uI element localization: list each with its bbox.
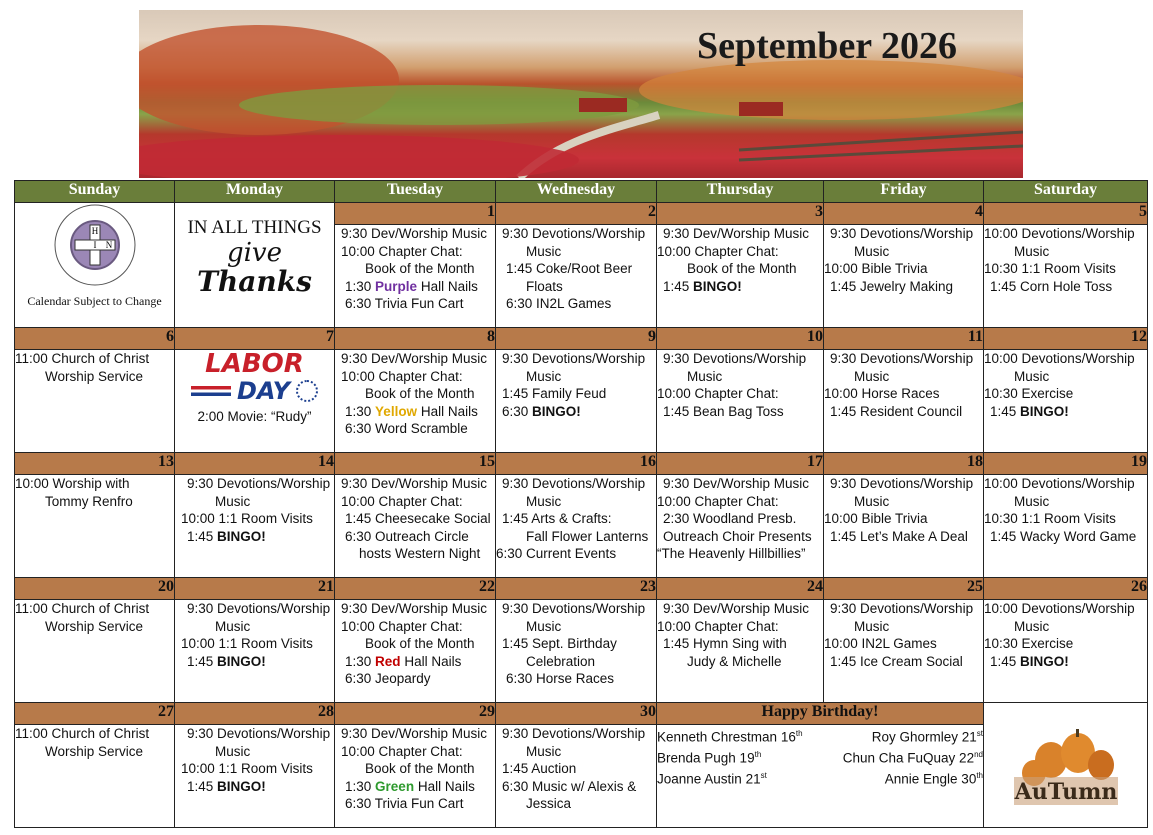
date-27: 27 bbox=[15, 703, 175, 725]
events-day-30: 9:30 Devotions/Worship Music 1:45 Auction 6:30 Music w/ Alexis & Jessica bbox=[496, 725, 657, 828]
date-11: 11 bbox=[824, 328, 984, 350]
day-name-friday: Friday bbox=[824, 181, 984, 203]
birthday-name: Joanne Austin 21st bbox=[657, 771, 767, 787]
logo-letter-i: I bbox=[93, 240, 96, 250]
date-6: 6 bbox=[15, 328, 175, 350]
date-17: 17 bbox=[657, 453, 824, 475]
events-day-24: 9:30 Dev/Worship Music 10:00 Chapter Chat: 1:45 Hymn Sing with Judy & Michelle bbox=[657, 600, 824, 703]
events-day-23: 9:30 Devotions/Worship Music 1:45 Sept. Birthday Celebration 6:30 Horse Races bbox=[496, 600, 657, 703]
events-day-28: 9:30 Devotions/Worship Music 10:00 1:1 Room Visits 1:45 BINGO! bbox=[175, 725, 335, 828]
labor-word: LABOR bbox=[205, 349, 304, 379]
date-29: 29 bbox=[335, 703, 496, 725]
events-day-8: 9:30 Dev/Worship Music 10:00 Chapter Chat: Book of the Month 1:30 Yellow Hall Nails 6:30 Word Scramble bbox=[335, 350, 496, 453]
date-10: 10 bbox=[657, 328, 824, 350]
date-1: 1 bbox=[335, 203, 496, 225]
events-day-9: 9:30 Devotions/Worship Music 1:45 Family Feud 6:30 BINGO! bbox=[496, 350, 657, 453]
events-day-20: 11:00 Church of Christ Worship Service bbox=[15, 600, 175, 703]
date-7: 7 bbox=[175, 328, 335, 350]
date-22: 22 bbox=[335, 578, 496, 600]
date-15: 15 bbox=[335, 453, 496, 475]
events-day-13: 10:00 Worship with Tommy Renfro bbox=[15, 475, 175, 578]
birthday-name: Chun Cha FuQuay 22nd bbox=[842, 750, 983, 766]
day-word: DAY bbox=[236, 377, 291, 405]
events-day-10: 9:30 Devotions/Worship Music 10:00 Chapter Chat: 1:45 Bean Bag Toss bbox=[657, 350, 824, 453]
thanks-line2: give bbox=[226, 238, 283, 268]
date-19: 19 bbox=[984, 453, 1148, 475]
logo-letter-h: H bbox=[91, 226, 98, 236]
events-day-27: 11:00 Church of Christ Worship Service bbox=[15, 725, 175, 828]
banner-image bbox=[139, 10, 1023, 178]
date-16: 16 bbox=[496, 453, 657, 475]
logo-letter-n: N bbox=[105, 240, 112, 250]
birthday-name: Brenda Pugh 19th bbox=[657, 750, 762, 766]
date-5: 5 bbox=[984, 203, 1148, 225]
events-day-29: 9:30 Dev/Worship Music 10:00 Chapter Chat: Book of the Month 1:30 Green Hall Nails 6:30 Trivia Fun Cart bbox=[335, 725, 496, 828]
events-day-6: 11:00 Church of Christ Worship Service bbox=[15, 350, 175, 453]
date-25: 25 bbox=[824, 578, 984, 600]
events-day-26: 10:00 Devotions/Worship Music 10:30 Exercise 1:45 BINGO! bbox=[984, 600, 1148, 703]
date-8: 8 bbox=[335, 328, 496, 350]
labor-day-movie: 2:00 Movie: “Rudy” bbox=[197, 409, 312, 424]
events-day-21: 9:30 Devotions/Worship Music 10:00 1:1 Room Visits 1:45 BINGO! bbox=[175, 600, 335, 703]
date-2: 2 bbox=[496, 203, 657, 225]
events-day-4: 9:30 Devotions/Worship Music 10:00 Bible Trivia 1:45 Jewelry Making bbox=[824, 225, 984, 328]
birthday-name: Roy Ghormley 21st bbox=[871, 729, 983, 745]
date-24: 24 bbox=[657, 578, 824, 600]
date-21: 21 bbox=[175, 578, 335, 600]
date-14: 14 bbox=[175, 453, 335, 475]
day-header-row bbox=[15, 181, 1148, 203]
events-day-15: 9:30 Dev/Worship Music 10:00 Chapter Chat: 1:45 Cheesecake Social 6:30 Outreach Circle hosts Western Night bbox=[335, 475, 496, 578]
autumn-image-cell bbox=[984, 703, 1148, 828]
events-day-5: 10:00 Devotions/Worship Music 10:30 1:1 Room Visits 1:45 Corn Hole Toss bbox=[984, 225, 1148, 328]
date-28: 28 bbox=[175, 703, 335, 725]
calendar-title: September 2026 bbox=[697, 25, 957, 67]
date-20: 20 bbox=[15, 578, 175, 600]
day-name-wednesday: Wednesday bbox=[496, 181, 657, 203]
date-13: 13 bbox=[15, 453, 175, 475]
date-30: 30 bbox=[496, 703, 657, 725]
events-day-1: 9:30 Dev/Worship Music 10:00 Chapter Chat: Book of the Month 1:30 Purple Hall Nails 6:30 Trivia Fun Cart bbox=[335, 225, 496, 328]
birthday-heading: Happy Birthday! bbox=[657, 703, 984, 725]
logo-cell bbox=[15, 203, 175, 328]
events-day-14: 9:30 Devotions/Worship Music 10:00 1:1 Room Visits 1:45 BINGO! bbox=[175, 475, 335, 578]
events-day-3: 9:30 Dev/Worship Music 10:00 Chapter Chat: Book of the Month 1:45 BINGO! bbox=[657, 225, 824, 328]
firework-icon bbox=[296, 380, 318, 402]
events-day-11: 9:30 Devotions/Worship Music 10:00 Horse Races 1:45 Resident Council bbox=[824, 350, 984, 453]
day-name-sunday: Sunday bbox=[15, 181, 175, 203]
date-26: 26 bbox=[984, 578, 1148, 600]
day-name-tuesday: Tuesday bbox=[335, 181, 496, 203]
calendar-grid bbox=[14, 180, 1148, 828]
thanks-line1: IN ALL THINGS bbox=[187, 217, 322, 238]
day-name-monday: Monday bbox=[175, 181, 335, 203]
events-day-22: 9:30 Dev/Worship Music 10:00 Chapter Chat: Book of the Month 1:30 Red Hall Nails 6:30 Jeopardy bbox=[335, 600, 496, 703]
events-day-19: 10:00 Devotions/Worship Music 10:30 1:1 Room Visits 1:45 Wacky Word Game bbox=[984, 475, 1148, 578]
thanks-line3: Thanks bbox=[197, 265, 312, 298]
events-day-7 bbox=[175, 350, 335, 453]
birthday-name: Kenneth Chrestman 16th bbox=[657, 729, 803, 745]
date-3: 3 bbox=[657, 203, 824, 225]
flag-stripes-icon bbox=[191, 386, 231, 396]
autumn-pumpkins-icon bbox=[1006, 715, 1126, 811]
ministry-logo-icon bbox=[53, 203, 137, 287]
day-name-saturday: Saturday bbox=[984, 181, 1148, 203]
events-day-18: 9:30 Devotions/Worship Music 10:00 Bible Trivia 1:45 Let’s Make A Deal bbox=[824, 475, 984, 578]
date-23: 23 bbox=[496, 578, 657, 600]
events-day-2: 9:30 Devotions/Worship Music 1:45 Coke/Root Beer Floats 6:30 IN2L Games bbox=[496, 225, 657, 328]
events-day-12: 10:00 Devotions/Worship Music 10:30 Exercise 1:45 BINGO! bbox=[984, 350, 1148, 453]
events-day-16: 9:30 Devotions/Worship Music 1:45 Arts & Crafts: Fall Flower Lanterns 6:30 Current Events bbox=[496, 475, 657, 578]
date-9: 9 bbox=[496, 328, 657, 350]
date-12: 12 bbox=[984, 328, 1148, 350]
birthday-list bbox=[657, 725, 984, 828]
thanks-cell bbox=[175, 203, 335, 328]
date-18: 18 bbox=[824, 453, 984, 475]
date-4: 4 bbox=[824, 203, 984, 225]
events-day-25: 9:30 Devotions/Worship Music 10:00 IN2L Games 1:45 Ice Cream Social bbox=[824, 600, 984, 703]
day-name-thursday: Thursday bbox=[657, 181, 824, 203]
events-day-17: 9:30 Dev/Worship Music 10:00 Chapter Chat: 2:30 Woodland Presb. Outreach Choir Presents “The Heavenly Hillbillies” bbox=[657, 475, 824, 578]
calendar-subject-caption: Calendar Subject to Change bbox=[27, 294, 162, 308]
autumn-text: AuTumn bbox=[1014, 778, 1117, 805]
birthday-name: Annie Engle 30th bbox=[884, 771, 983, 787]
